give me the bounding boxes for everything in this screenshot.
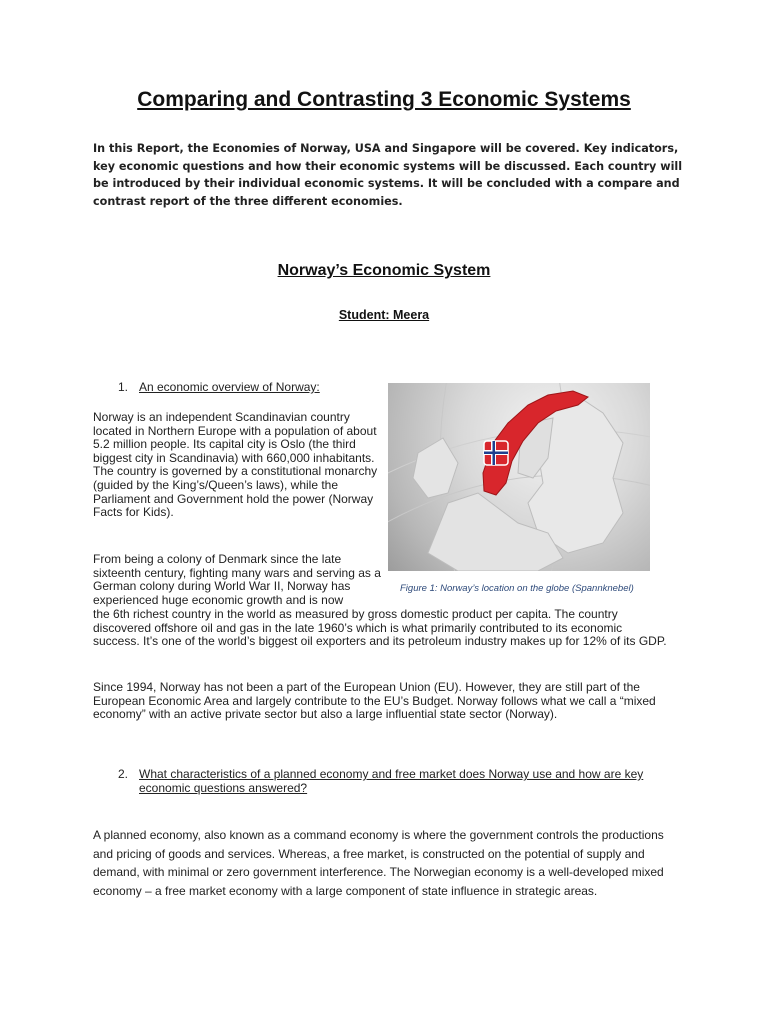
norway-globe-map-icon <box>388 383 650 571</box>
figure-caption: Figure 1: Norway’s location on the globe (Spannknebel) <box>400 583 634 594</box>
list-label: What characteristics of a planned economy and free market does Norway use and how are key economic questions answered? <box>139 767 644 795</box>
student-name: Student: Meera <box>338 308 430 322</box>
overview-paragraph: Norway is an independent Scandinavian country located in Northern Europe with a population of about 5.2 million people. Its capital city is Oslo (the third biggest city in Scandinavia) with 660,000 inhabitants. The country is governed by a constitutional monarchy (guided by the King’s/Queen’s laws), while the Parliament and Government hold the power (Norway Facts for Kids). <box>93 410 378 520</box>
list-label: An economic overview of Norway: <box>139 380 320 394</box>
list-item-characteristics <box>118 768 678 798</box>
section-heading: Norway’s Economic System <box>277 262 491 279</box>
eu-paragraph: Since 1994, Norway has not been a part of the European Union (EU). However, they are still part of the European Economic Area and largely contribute to the EU’s Budget. Norway follows what we call a “mixed economy” with an active private sector but also a large influential state sector (Norway). <box>93 680 656 722</box>
history-paragraph-continued: the 6th richest country in the world as measured by gross domestic product per capita. The country discovered offshore oil and gas in the late 1960’s which is what primarily contributed to its economic success. It’s one of the world’s biggest oil exporters and its petroleum industry makes up for 12% of its GDP. <box>93 607 667 649</box>
norway-map-figure <box>388 383 650 571</box>
history-paragraph-start: From being a colony of Denmark since the late sixteenth century, fighting many wars and serving as a German colony during World War II, Norway has experienced huge economic growth and is now <box>93 552 381 607</box>
list-number: 1. <box>118 380 129 394</box>
list-item-overview <box>118 381 418 397</box>
intro-paragraph: In this Report, the Economies of Norway, USA and Singapore will be covered. Key indicators, key economic questions and how their economic systems will be discussed. Each country will be introduced by their individual economic systems. It will be concluded with a compare and contrast report of the three different economies. <box>93 142 683 208</box>
planned-economy-paragraph: A planned economy, also known as a command economy is where the government controls the productions and pricing of goods and services. Whereas, a free market, is constructed on the potential of supply and demand, with minimal or zero government interference. The Norwegian economy is a well-developed mixed economy – a free market economy with a large component of state influence in strategic areas. <box>93 828 664 898</box>
document-title: Comparing and Contrasting 3 Economic Systems <box>137 88 631 111</box>
list-number: 2. <box>118 767 129 781</box>
